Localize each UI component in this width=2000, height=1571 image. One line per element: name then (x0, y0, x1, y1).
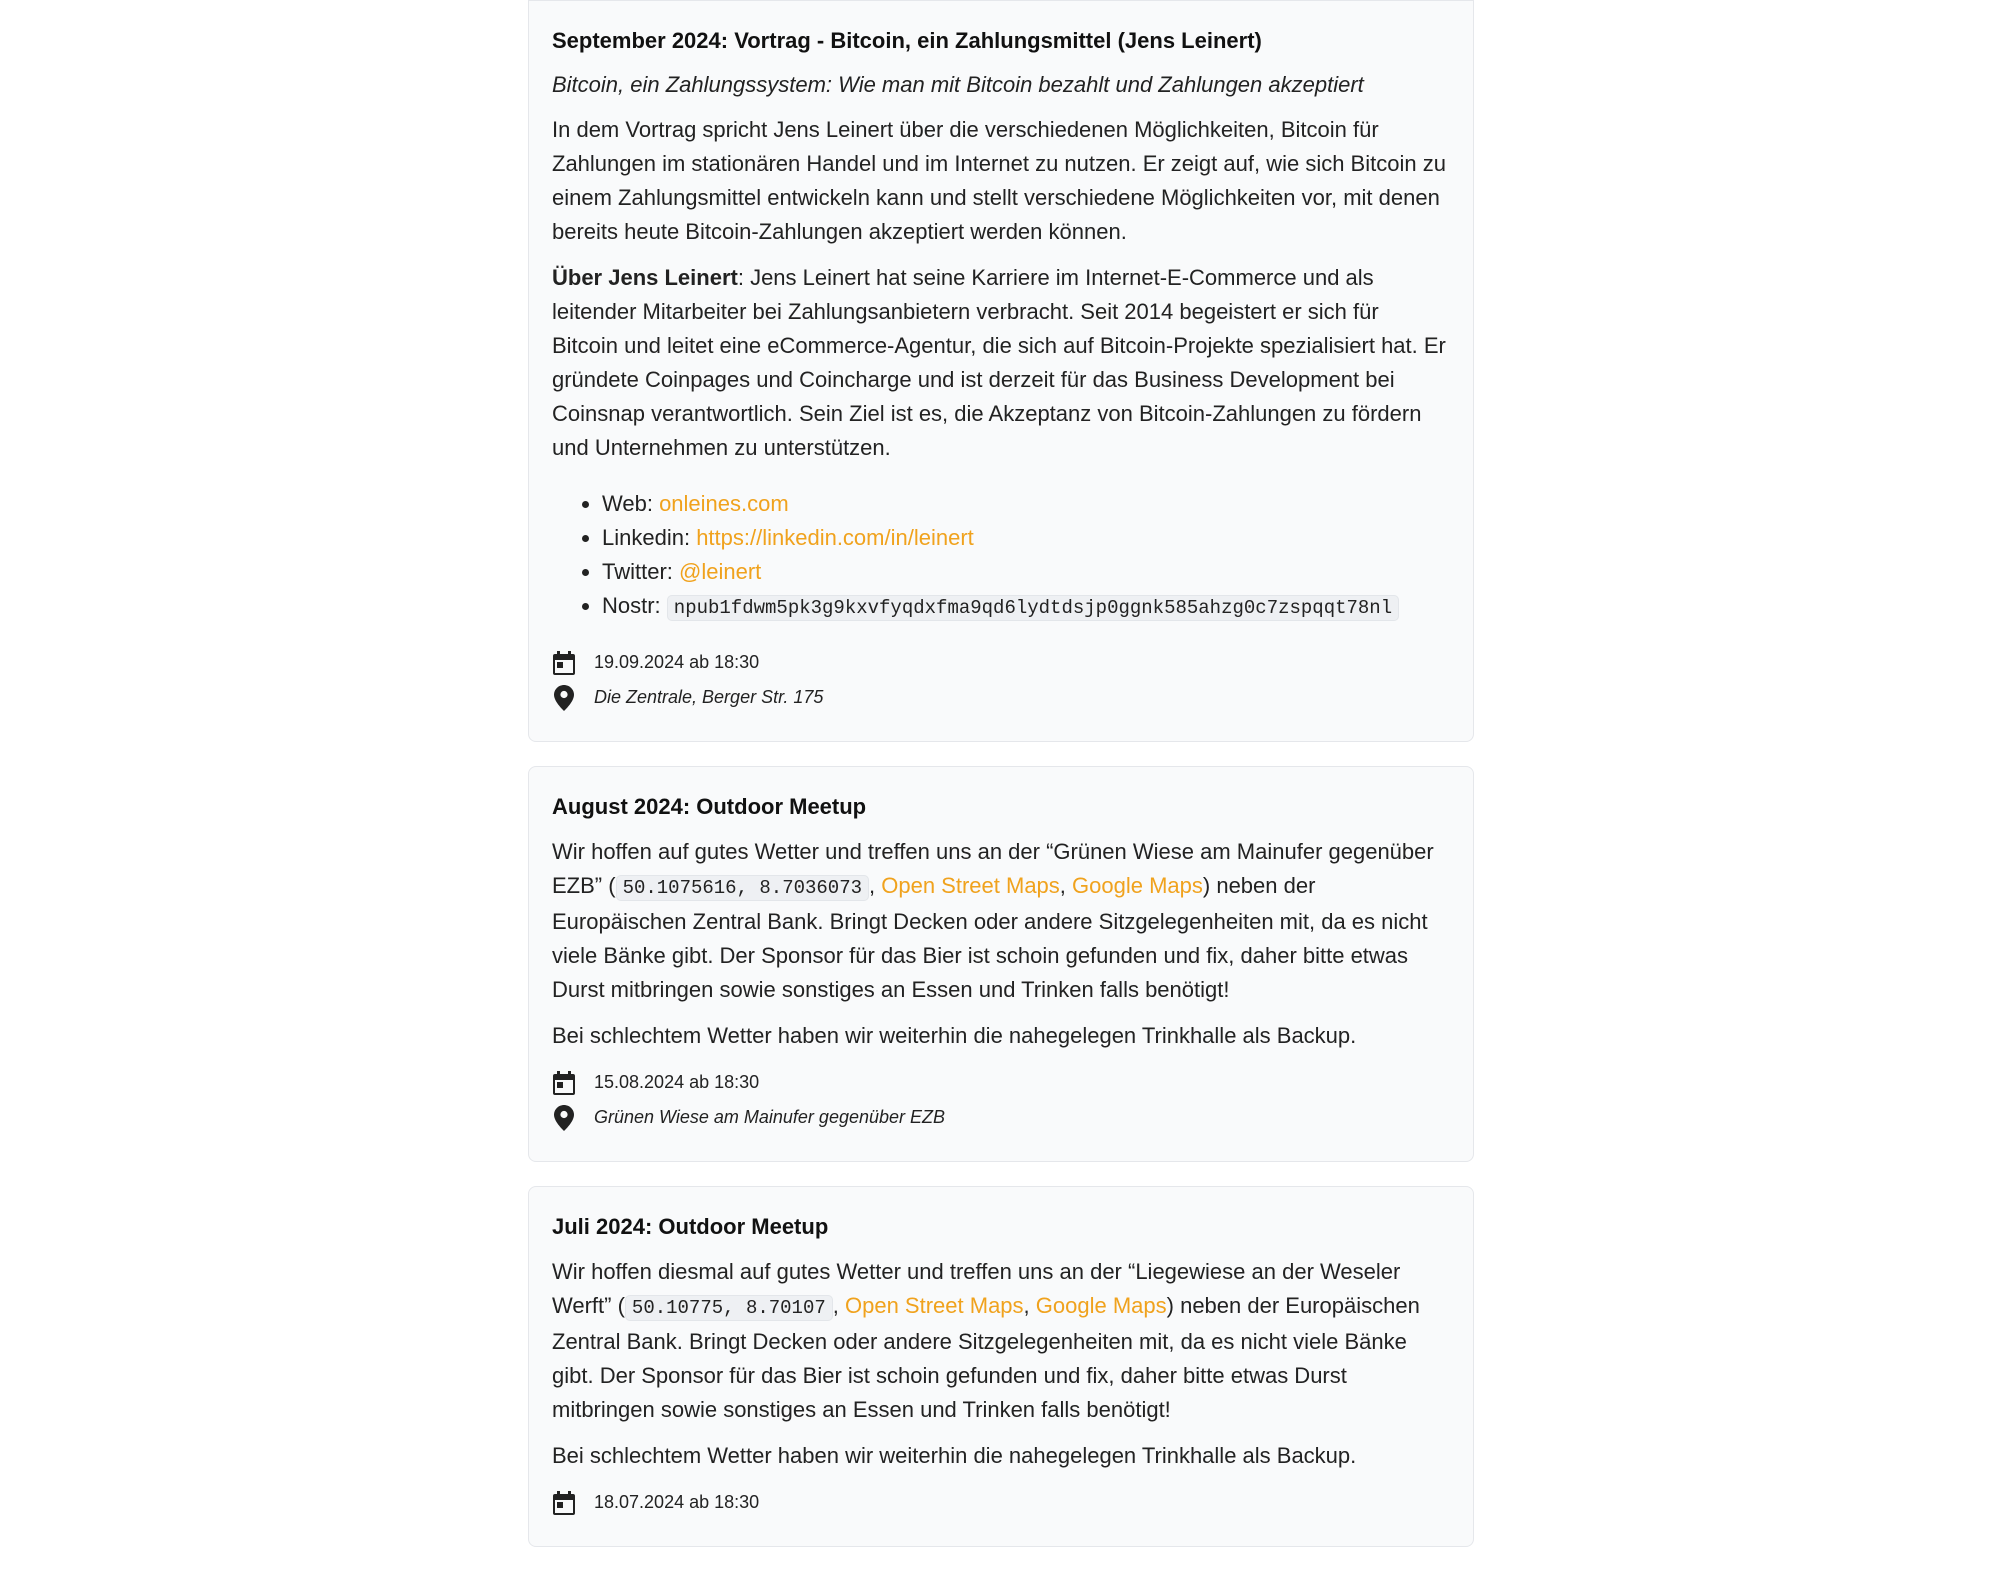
event-description: In dem Vortrag spricht Jens Leinert über die verschiedenen Möglichkeiten, Bitcoin für Zahlungen im stationären Handel und im Internet zu nutzen. Er zeigt auf, wie sich Bitcoin zu einem Zahlungsmittel entwickeln kann und stellt verschiedene Möglichkeiten vor, mit denen bereits heute Bitcoin-Zahlungen akzeptiert werden können. (552, 117, 1446, 244)
event-subtitle: Bitcoin, ein Zahlungssystem: Wie man mit Bitcoin bezahlt und Zahlungen akzeptiert (552, 72, 1364, 97)
linkedin-link[interactable]: https://linkedin.com/in/leinert (696, 525, 974, 550)
coordinates: 50.1075616, 8.7036073 (616, 875, 869, 901)
twitter-link[interactable]: @leinert (679, 559, 762, 584)
event-feed (528, 0, 1474, 1571)
description-text: ) neben der Europäischen Zentral Bank. Bringt Decken oder andere Sitzgelegenheiten mit, da es nicht viele Bänke gibt. Der Sponsor für das Bier ist schoin gefunden und fix, daher bitte etwas Durst mitbringen sowie sonstiges an Essen und Trinken falls benötigt! (552, 1293, 1420, 1422)
event-date-text: 18.07.2024 ab 18:30 (594, 1492, 760, 1512)
event-backup-note: Bei schlechtem Wetter haben wir weiterhin die nahegelegen Trinkhalle als Backup. (552, 1023, 1357, 1048)
separator: , (832, 1293, 845, 1318)
event-date-text: 19.09.2024 ab 18:30 (594, 652, 760, 672)
speaker-bio (552, 261, 1450, 465)
openstreetmap-link[interactable]: Open Street Maps (881, 873, 1060, 898)
speaker-bio-label: Über Jens Leinert (552, 265, 738, 290)
openstreetmap-link[interactable]: Open Street Maps (845, 1293, 1024, 1318)
event-location (552, 1100, 1450, 1135)
event-meta (552, 1485, 1450, 1520)
event-meta (552, 645, 1450, 715)
event-backup-note: Bei schlechtem Wetter haben wir weiterhin die nahegelegen Trinkhalle als Backup. (552, 1443, 1357, 1468)
description-text: ) neben der Europäischen Zentral Bank. Bringt Decken oder andere Sitzgelegenheiten mit, da es nicht viele Bänke gibt. Der Sponsor für das Bier ist schoin gefunden und fix, daher bitte etwas Durst mitbringen sowie sonstiges an Essen und Trinken falls benötigt! (552, 873, 1428, 1002)
link-label: Nostr: (602, 593, 667, 618)
google-maps-link[interactable]: Google Maps (1035, 1293, 1167, 1318)
calendar-icon (552, 1490, 576, 1516)
description-text: Wir hoffen diesmal auf gutes Wetter und treffen uns an der “Liegewiese an der Weseler Werft” ( (552, 1259, 1401, 1318)
web-link[interactable]: onleines.com (659, 491, 789, 516)
event-title: August 2024: Outdoor Meetup (552, 794, 867, 819)
link-label: Twitter: (602, 559, 680, 584)
coordinates: 50.10775, 8.70107 (625, 1295, 833, 1321)
event-title: Juli 2024: Outdoor Meetup (552, 1214, 829, 1239)
map-pin-icon (552, 1105, 576, 1131)
event-card-september (528, 0, 1474, 742)
map-pin-icon (552, 685, 576, 711)
link-item-twitter (602, 555, 1450, 589)
event-description (552, 1255, 1450, 1427)
link-label: Linkedin: (602, 525, 697, 550)
nostr-pubkey: npub1fdwm5pk3g9kxvfyqdxfma9qd6lydtdsjp0ggnk585ahzg0c7zspqqt78nl (667, 595, 1399, 621)
event-date-text: 15.08.2024 ab 18:30 (594, 1072, 760, 1092)
link-item-nostr (602, 589, 1450, 625)
event-description (552, 835, 1450, 1007)
event-date (552, 645, 1450, 680)
description-text: Wir hoffen auf gutes Wetter und treffen uns an der “Grünen Wiese am Mainufer gegenüber EZB” ( (552, 839, 1434, 898)
separator: , (869, 873, 882, 898)
speaker-bio-text: : Jens Leinert hat seine Karriere im Internet-E-Commerce und als leitender Mitarbeiter bei Zahlungsanbietern verbracht. Seit 2014 begeistert er sich für Bitcoin und leitet eine eCommerce-Agentur, die sich auf Bitcoin-Projekte spezialisiert hat. Er gründete Coinpages und Coincharge und ist derzeit für das Business Development bei Coinsnap verantwortlich. Sein Ziel ist es, die Akzeptanz von Bitcoin-Zahlungen zu fördern und Unternehmen zu unterstützen. (552, 265, 1446, 460)
event-location (552, 680, 1450, 715)
google-maps-link[interactable]: Google Maps (1072, 873, 1203, 898)
event-location-text: Grünen Wiese am Mainufer gegenüber EZB (594, 1107, 946, 1127)
event-meta (552, 1065, 1450, 1135)
calendar-icon (552, 1070, 576, 1096)
event-date (552, 1065, 1450, 1100)
event-card-july (528, 1186, 1474, 1547)
event-location-text: Die Zentrale, Berger Str. 175 (594, 687, 824, 707)
event-date (552, 1485, 1450, 1520)
calendar-icon (552, 650, 576, 676)
separator: , (1023, 1293, 1036, 1318)
link-item-linkedin (602, 521, 1450, 555)
separator: , (1059, 873, 1073, 898)
link-label: Web: (602, 491, 660, 516)
link-item-web (602, 487, 1450, 521)
event-title: September 2024: Vortrag - Bitcoin, ein Zahlungsmittel (Jens Leinert) (552, 28, 1262, 53)
event-card-august (528, 766, 1474, 1162)
speaker-links (552, 487, 1450, 625)
